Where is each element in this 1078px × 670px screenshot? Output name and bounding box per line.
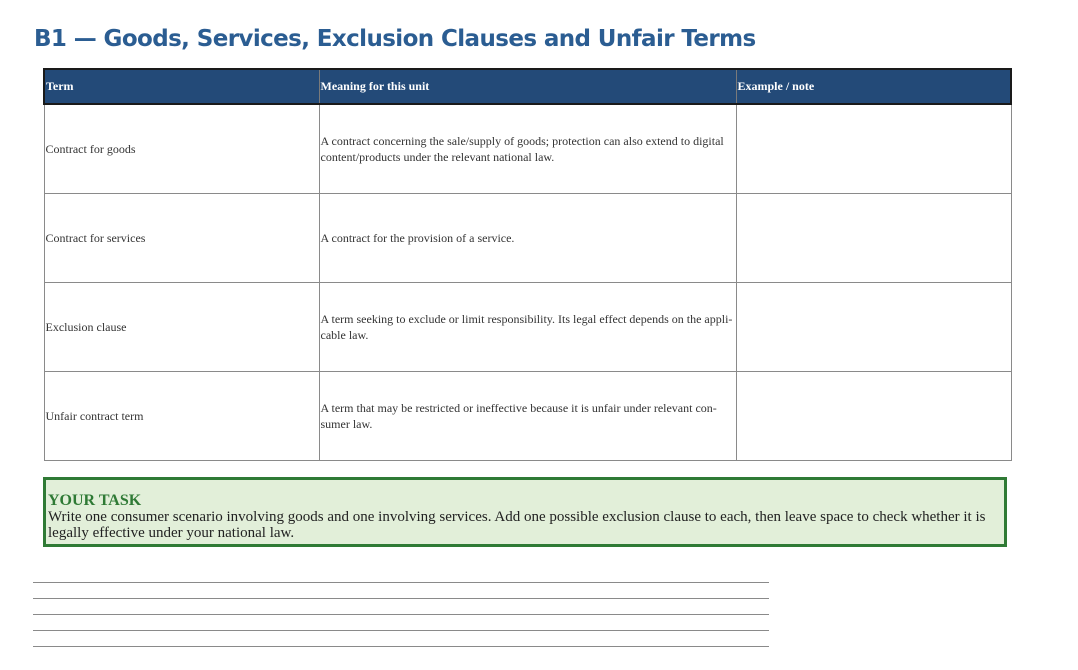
meaning-cell: A contract for the provision of a service. [319,194,736,283]
term-cell: Contract for services [44,194,319,283]
terms-table [43,68,1012,461]
task-box [43,477,1007,547]
table-row [44,283,1011,372]
answer-line[interactable] [33,614,769,615]
page-title: B1 — Goods, Services, Exclusion Clauses and Unfair Terms [34,26,756,52]
answer-line[interactable] [33,582,769,583]
answer-lines[interactable] [33,582,769,662]
meaning-cell: A contract concerning the sale/supply of goods; protection can also extend to digital content/products under the relevant national law. [319,104,736,194]
answer-line[interactable] [33,598,769,599]
example-cell[interactable] [736,283,1011,372]
task-title: YOUR TASK [48,492,142,509]
example-cell[interactable] [736,372,1011,461]
example-cell[interactable] [736,194,1011,283]
term-cell: Exclusion clause [44,283,319,372]
term-cell: Contract for goods [44,104,319,194]
task-instructions: Write one consumer scenario involving goods and one involving services. Add one possible exclusion clause to each, then leave space to check whether it is legally effective under your national law. [48,509,986,541]
table-row [44,194,1011,283]
meaning-cell: A term seeking to exclude or limit responsibility. Its legal effect depends on the appli-cable law. [319,283,736,372]
header-term: Term [44,69,319,104]
header-meaning: Meaning for this unit [319,69,736,104]
term-cell: Unfair contract term [44,372,319,461]
table-row [44,104,1011,194]
table-header-row [44,69,1011,104]
meaning-cell: A term that may be restricted or ineffective because it is unfair under relevant con-sumer law. [319,372,736,461]
answer-line[interactable] [33,630,769,631]
header-example: Example / note [736,69,1011,104]
table-row [44,372,1011,461]
answer-line[interactable] [33,646,769,647]
example-cell[interactable] [736,104,1011,194]
